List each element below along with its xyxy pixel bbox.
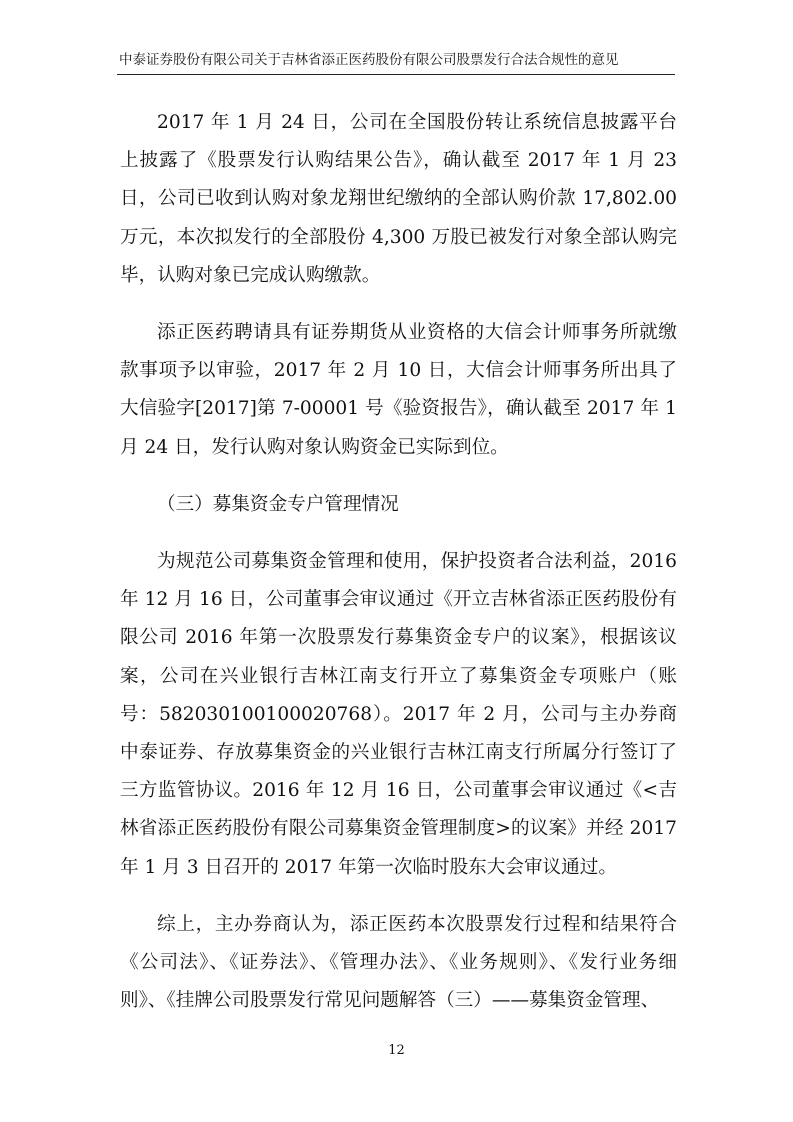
paragraph-conclusion: 综上，主办券商认为，添正医药本次股票发行过程和结果符合《公司法》、《证券法》、《管理办法》、《业务规则》、《发行业务细则》、《挂牌公司股票发行常见问题解答（三）——募集资金管理、 bbox=[120, 913, 677, 1012]
paragraph-fund-account-management: 为规范公司募集资金管理和使用，保护投资者合法利益，2016 年 12 月 16 日，公司董事会审议通过《开立吉林省添正医药股份有限公司 2016 年第一次股票发行募集资金专户的议案》，根据该议案，公司在兴业银行吉林江南支行开立了募集资金专项账户（账号：582030100100020768）。2017 年 2 月，公司与主办券商中泰证券、存放募集资金的兴业银行吉林江南支行所属分行签订了三方监管协议。2016 年 12 月 16 日，公司董事会审议通过《<吉林省添正医药股份有限公司募集资金管理制度>的议案》并经 2017 年 1 月 3 日召开的 2017 年第一次临时股东大会审议通过。 bbox=[120, 551, 677, 878]
page-number: 12 bbox=[388, 1043, 405, 1058]
header-rule bbox=[117, 74, 675, 75]
body-text bbox=[120, 104, 677, 1020]
running-header: 中泰证券股份有限公司关于吉林省添正医药股份有限公司股票发行合法合规性的意见 bbox=[119, 52, 619, 68]
paragraph-capital-verification: 添正医药聘请具有证券期货从业资格的大信会计师事务所就缴款事项予以审验，2017 年 2 月 10 日，大信会计师事务所出具了大信验字[2017]第 7-00001 号《验资报告》，确认截至 2017 年 1 月 24 日，发行认购对象认购资金已实际到位。 bbox=[120, 322, 677, 458]
section-heading-fund-account: （三）募集资金专户管理情况 bbox=[157, 493, 399, 515]
paragraph-subscription-result: 2017 年 1 月 24 日，公司在全国股份转让系统信息披露平台上披露了《股票发行认购结果公告》，确认截至 2017 年 1 月 23 日，公司已收到认购对象龙翔世纪缴纳的全部认购价款 17,802.00 万元，本次拟发行的全部股份 4,300 万股已被发行对象全部认购完毕，认购对象已完成认购缴款。 bbox=[120, 112, 677, 286]
